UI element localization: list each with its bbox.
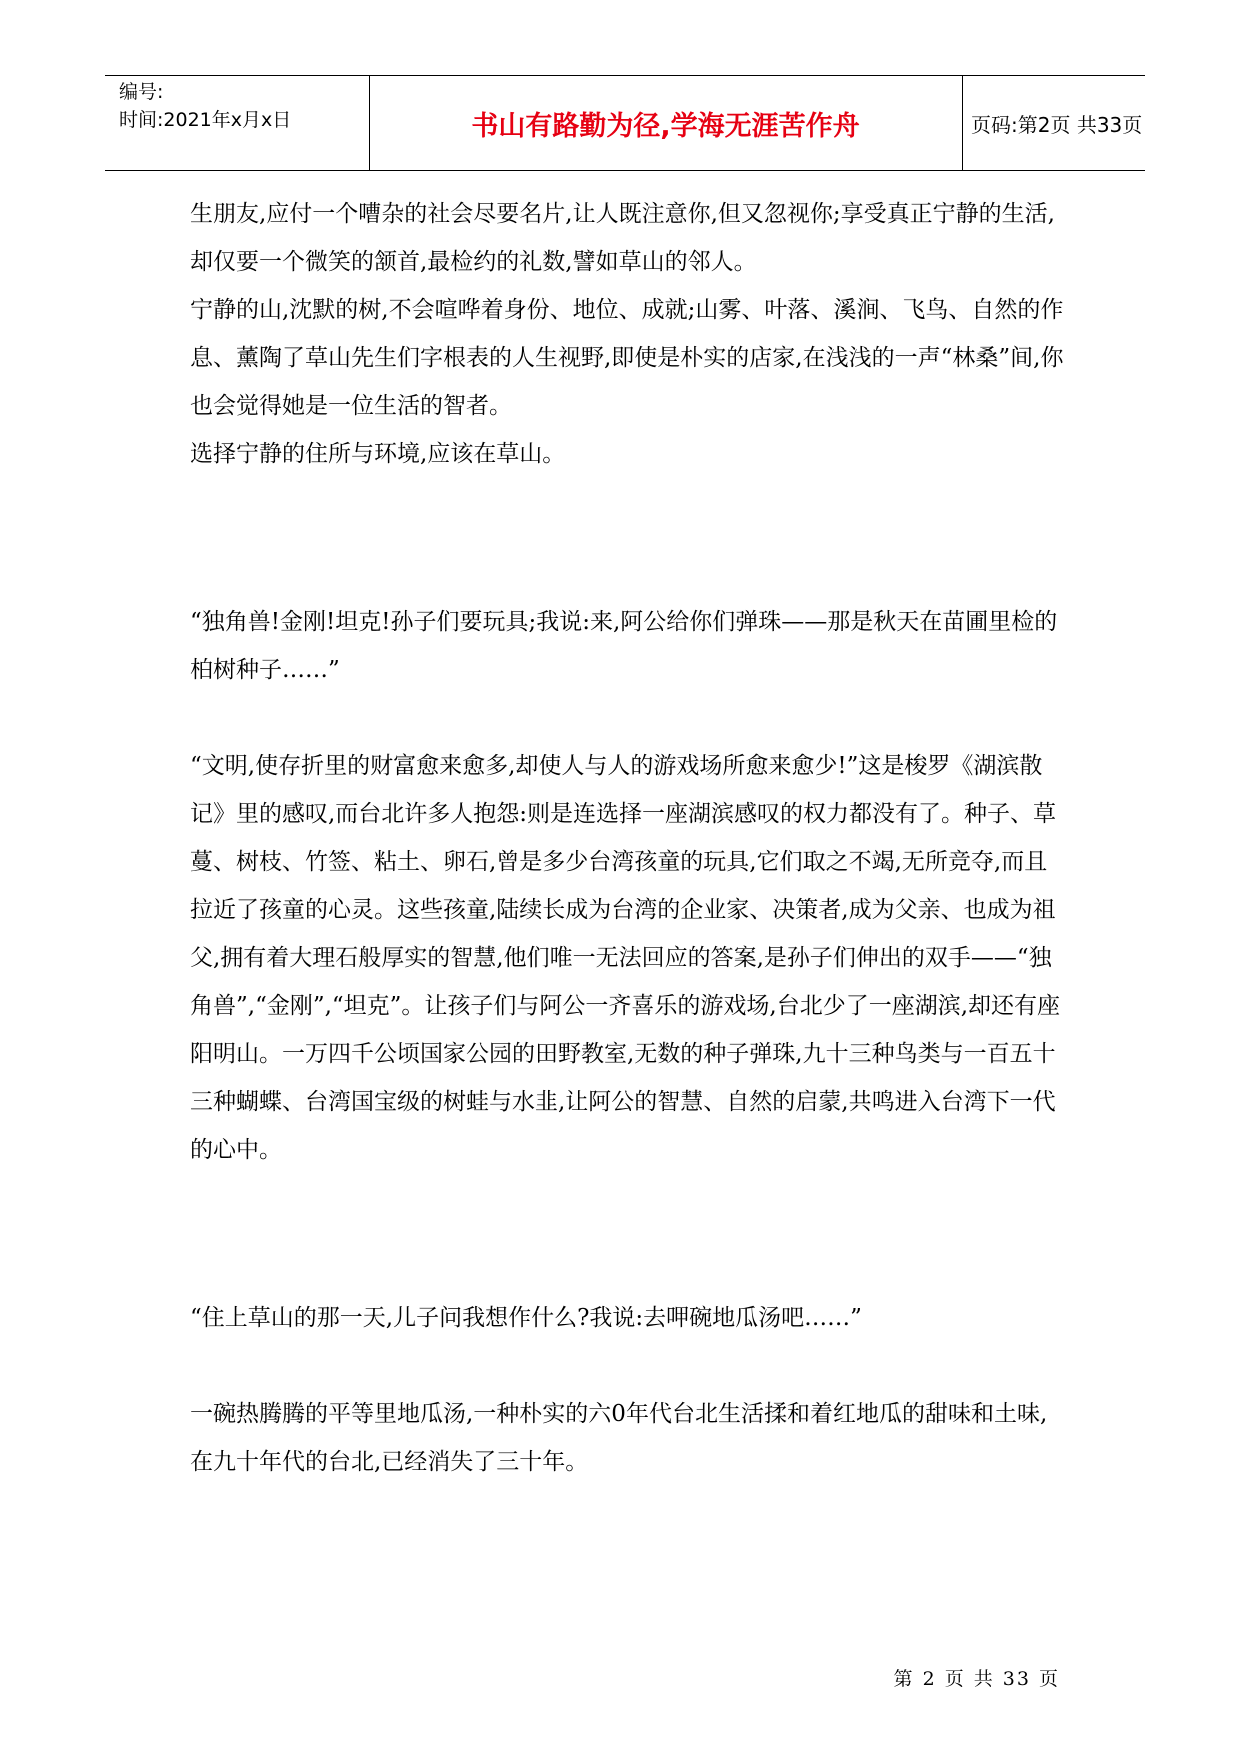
spacer [190, 694, 1070, 742]
paragraph-2: 宁静的山,沈默的树,不会喧哗着身份、地位、成就;山雾、叶落、溪涧、飞鸟、自然的作息、薰陶了草山先生们字根表的人生视野,即使是朴实的店家,在浅浅的一声“林桑”间,你也会觉得她是一位生活的智者。 [190, 297, 1064, 419]
header-meta [119, 78, 369, 134]
number-label: 编号: [119, 81, 164, 103]
paragraph-4: “独角兽!金刚!坦克!孙子们要玩具;我说:来,阿公给你们弹珠——那是秋天在苗圃里检的柏树种子……” [190, 609, 1058, 683]
header-page-info: 页码:第2页 共33页 [971, 112, 1143, 137]
spacer [190, 1174, 1070, 1294]
paragraph-6: “住上草山的那一天,儿子问我想作什么?我说:去呷碗地瓜汤吧……” [190, 1305, 862, 1331]
header-motto: 书山有路勤为径,学海无涯苦作舟 [471, 110, 860, 142]
header-divider-left [369, 76, 370, 170]
header-divider-right [962, 76, 963, 170]
spacer [190, 478, 1070, 598]
spacer [190, 1342, 1070, 1390]
paragraph-5: “文明,使存折里的财富愈来愈多,却使人与人的游戏场所愈来愈少!”这是梭罗《湖滨散记》里的感叹,而台北许多人抱怨:则是连选择一座湖滨感叹的权力都没有了。种子、草蔓、树枝、竹签、粘土、卵石,曾是多少台湾孩童的玩具,它们取之不竭,无所竞夺,而且拉近了孩童的心灵。这些孩童,陆续长成为台湾的企业家、决策者,成为父亲、也成为祖父,拥有着大理石般厚实的智慧,他们唯一无法回应的答案,是孙子们伸出的双手——“独角兽”,“金刚”,“坦克”。让孩子们与阿公一齐喜乐的游戏场,台北少了一座湖滨,却还有座阳明山。一万四千公顷国家公园的田野教室,无数的种子弹珠,九十三种鸟类与一百五十三种蝴蝶、台湾国宝级的树蛙与水韭,让阿公的智慧、自然的启蒙,共鸣进入台湾下一代的心中。 [190, 753, 1061, 1163]
paragraph-7: 一碗热腾腾的平等里地瓜汤,一种朴实的六0年代台北生活揉和着红地瓜的甜味和土味,在九十年代的台北,已经消失了三十年。 [190, 1401, 1048, 1475]
page-footer: 第 2 页 共 33 页 [893, 1668, 1060, 1690]
paragraph-3: 选择宁静的住所与环境,应该在草山。 [190, 441, 566, 467]
paragraph-1: 生朋友,应付一个嘈杂的社会尽要名片,让人既注意你,但又忽视你;享受真正宁静的生活,却仅要一个微笑的颔首,最检约的礼数,譬如草山的邻人。 [190, 201, 1055, 275]
time-label: 时间:2021年x月x日 [119, 109, 292, 131]
document-body [190, 190, 1070, 1486]
page-header [105, 75, 1145, 171]
